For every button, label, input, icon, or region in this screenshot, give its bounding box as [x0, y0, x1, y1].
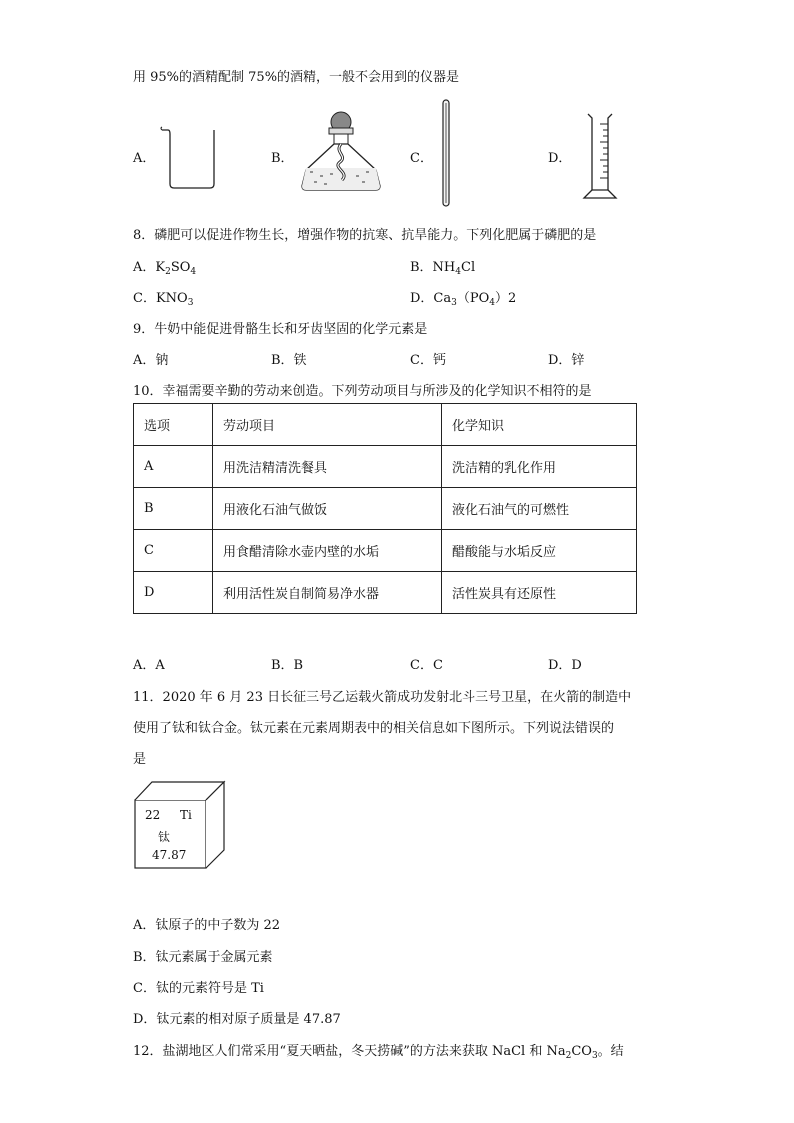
- table-cell: C: [134, 530, 213, 572]
- element-atomic-mass: 47.87: [152, 848, 187, 862]
- q7-option-c-label: C．: [410, 151, 433, 166]
- q11-option-c: C．钛的元素符号是 Ti: [133, 981, 264, 996]
- q8-option-b: B．$NH_4Cl$: [410, 260, 476, 277]
- beaker-icon: [160, 126, 220, 190]
- q10-option-d: D．D: [548, 658, 582, 673]
- q9-option-d: D．锌: [548, 353, 585, 368]
- q11-option-b: B．钛元素属于金属元素: [133, 950, 273, 965]
- q11-stem-line-3: 是: [133, 752, 147, 767]
- glass-rod-icon: [440, 99, 452, 207]
- element-atomic-number: 22: [145, 808, 161, 822]
- q12-stem: 12．盐湖地区人们常采用“夏天晒盐，冬天捞碱”的方法来获取 NaCl 和 $Na_2CO_3$。结: [133, 1044, 624, 1061]
- q8-option-a: A．$K_2SO_4$: [133, 260, 197, 277]
- q10-option-c: C．C: [410, 658, 443, 673]
- q9-option-b: B．铁: [271, 353, 307, 368]
- table-cell: 活性炭具有还原性: [442, 572, 637, 614]
- q7-option-a-label: A．: [133, 151, 156, 166]
- table-row: [134, 488, 637, 530]
- graduated-cylinder-icon: [580, 112, 620, 204]
- q8-option-d: D．$Ca_3(PO_4)2$: [410, 291, 517, 308]
- table-row: [134, 572, 637, 614]
- table-cell: 用食醋清除水壶内壁的水垢: [213, 530, 442, 572]
- q9-option-a: A．钠: [133, 353, 169, 368]
- table-cell: 利用活性炭自制简易净水器: [213, 572, 442, 614]
- q8-stem: 8．磷肥可以促进作物生长，增强作物的抗寒、抗旱能力。下列化肥属于磷肥的是: [133, 228, 597, 243]
- q9-stem: 9．牛奶中能促进骨骼生长和牙齿坚固的化学元素是: [133, 322, 428, 337]
- table-cell: 液化石油气的可燃性: [442, 488, 637, 530]
- table-header-cell: 选项: [134, 404, 213, 446]
- table-header-row: [134, 404, 637, 446]
- q11-option-a: A．钛原子的中子数为 22: [133, 918, 281, 933]
- alcohol-lamp-flask-icon: [296, 110, 386, 194]
- q10-option-b: B．B: [271, 658, 304, 673]
- q11-option-d: D．钛元素的相对原子质量是 47.87: [133, 1012, 341, 1027]
- table-row: [134, 530, 637, 572]
- table-cell: 醋酸能与水垢反应: [442, 530, 637, 572]
- table-cell: 用液化石油气做饭: [213, 488, 442, 530]
- q7-stem: 用 95%的酒精配制 75%的酒精，一般不会用到的仪器是: [133, 70, 460, 85]
- element-name: 钛: [158, 830, 171, 844]
- q7-option-b-label: B．: [271, 151, 294, 166]
- table-cell: 洗洁精的乳化作用: [442, 446, 637, 488]
- table-row: [134, 446, 637, 488]
- q11-stem-line-1: 11．2020 年 6 月 23 日长征三号乙运载火箭成功发射北斗三号卫星，在火箭的制造中: [133, 690, 632, 705]
- q10-option-a: A．A: [133, 658, 165, 673]
- q7-option-d-label: D．: [548, 151, 572, 166]
- q10-table: [133, 403, 637, 614]
- table-cell: A: [134, 446, 213, 488]
- q10-stem: 10．幸福需要辛勤的劳动来创造。下列劳动项目与所涉及的化学知识不相符的是: [133, 384, 592, 399]
- q9-option-c: C．钙: [410, 353, 446, 368]
- q8-option-c: C．$KNO_3$: [133, 291, 194, 308]
- q11-stem-line-2: 使用了钛和钛合金。钛元素在元素周期表中的相关信息如下图所示。下列说法错误的: [133, 721, 615, 736]
- table-header-cell: 劳动项目: [213, 404, 442, 446]
- table-header-cell: 化学知识: [442, 404, 637, 446]
- element-symbol: Ti: [180, 808, 192, 822]
- table-cell: D: [134, 572, 213, 614]
- table-cell: 用洗洁精清洗餐具: [213, 446, 442, 488]
- table-cell: B: [134, 488, 213, 530]
